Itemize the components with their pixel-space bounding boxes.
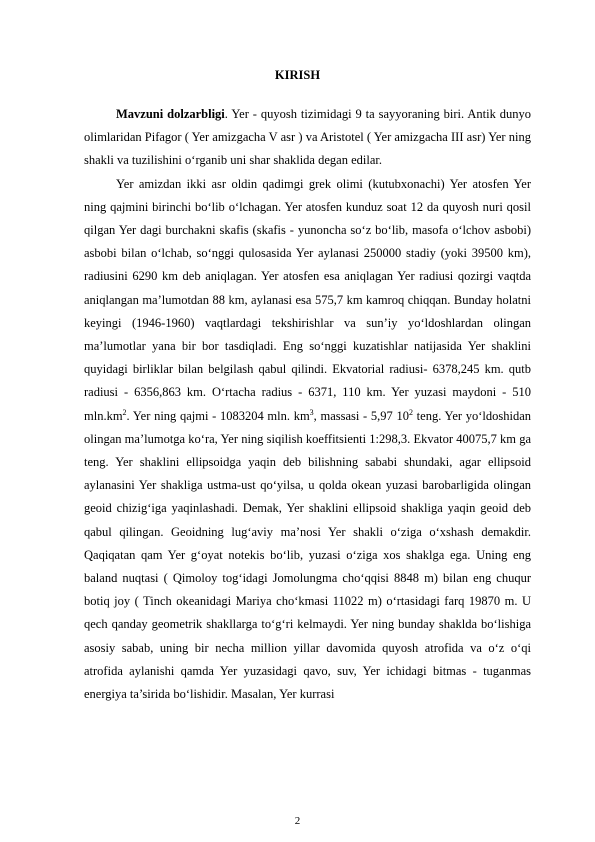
paragraph-text: . Yer - quyosh tizimidagi 9 ta sayyoraning biri. Antik dunyo olimlaridan Pifagor ( Yer amizgacha V asr ) va Aristotel ( Yer amizgacha III asr) Yer ning shakli va tuzilishini o‘rganib uni shar shaklida degan edilar. (84, 107, 531, 168)
paragraph-text: Yer amizdan ikki asr oldin qadimgi grek olimi (kutubxonachi) Yer atosfen Yer ning qajmini birinchi bo‘lib o‘lchagan. Yer atosfen kunduz soat 12 da quyosh nuri qosil qilgan Yer dagi burchakni skafis (skafis - yunoncha so‘z bo‘lib, masofa o‘lchov asbobi) asbobi bilan o‘lchab, so‘nggi qulosasida Yer aylanasi 250000 stadiy (yoki 39500 km), radiusini 6290 km deb aniqlagan. Yer atosfen esa aniqlagan Yer radiusi qozirgi vaqtda aniqlangan ma’lumotdan 88 km, aylanasi esa 575,7 km kamroq chiqqan. Bunday holatni keyingi (1946-1960) vaqtlardagi tekshirishlar va sun’iy yo‘ldoshlardan olingan ma’lumotlar yana bir bor tasdiqladi. Eng so‘nggi kuzatishlar natijasida Yer shaklini quyidagi birliklar bilan belgilash qabul qilindi. Ekvatorial radiusi- 6378,245 km. qutb radiusi - 6356,863 km. O‘rtacha radius - 6371, 110 km. Yer yuzasi maydoni - 510 mln.km (84, 176, 531, 423)
paragraph-relevance (84, 103, 531, 173)
superscript: 3 (309, 407, 314, 417)
superscript: 2 (122, 407, 127, 417)
page-title: KIRISH (274, 68, 321, 82)
paragraph-text: teng. Yer yo‘ldoshidan olingan ma’lumotga ko‘ra, Yer ning siqilish koeffitsienti 1:298,3. Ekvator 40075,7 km ga teng. Yer shaklini ellipsoidga yaqin deb bilishning sababi shundaki, agar ellipsoid aylanasini Yer shakliga ustma-ust qo‘yilsa, u qolda okean yuzasi barobarligida olingan geoid chizig‘iga yaqinlashadi. Demak, Yer shaklini ellipsoid shakliga yaqin geoid deb qabul qilingan. Geoidning lug‘aviy ma’nosi Yer shakli o‘ziga o‘xshash demakdir. Qaqiqatan qam Yer g‘oyat notekis bo‘lib, yuzasi o‘ziga xos shaklga ega. Uning eng baland nuqtasi ( Qimoloy tog‘idagi Jomolungma cho‘qqisi 8848 m) bilan eng chuqur botiq joy ( Tinch okeanidagi Mariya cho‘kmasi 11022 m) o‘rtasidagi farq 19870 m. U qech qanday geometrik shakllarga to‘g‘ri kelmaydi. Yer ning bunday shaklda bo‘lishiga asosiy sabab, uning bir necha million yillar davomida quyosh atrofida va o‘z o‘qi atrofida aylanishi qamda Yer yuzasidagi qavo, suv, Yer ichidagi bitmas - tuganmas energiya ta’sirida bo‘lishidir. Masalan, Yer kurrasi (84, 408, 531, 702)
page-number: 2 (294, 815, 301, 827)
superscript: 2 (408, 407, 413, 417)
document-body (84, 103, 531, 706)
paragraph-earth-shape (84, 173, 531, 707)
paragraph-text: . Yer ning qajmi - 1083204 mln. km (126, 408, 310, 423)
relevance-heading: Mavzuni dolzarbligi (116, 107, 225, 121)
paragraph-text: , massasi - 5,97 10 (313, 408, 409, 423)
